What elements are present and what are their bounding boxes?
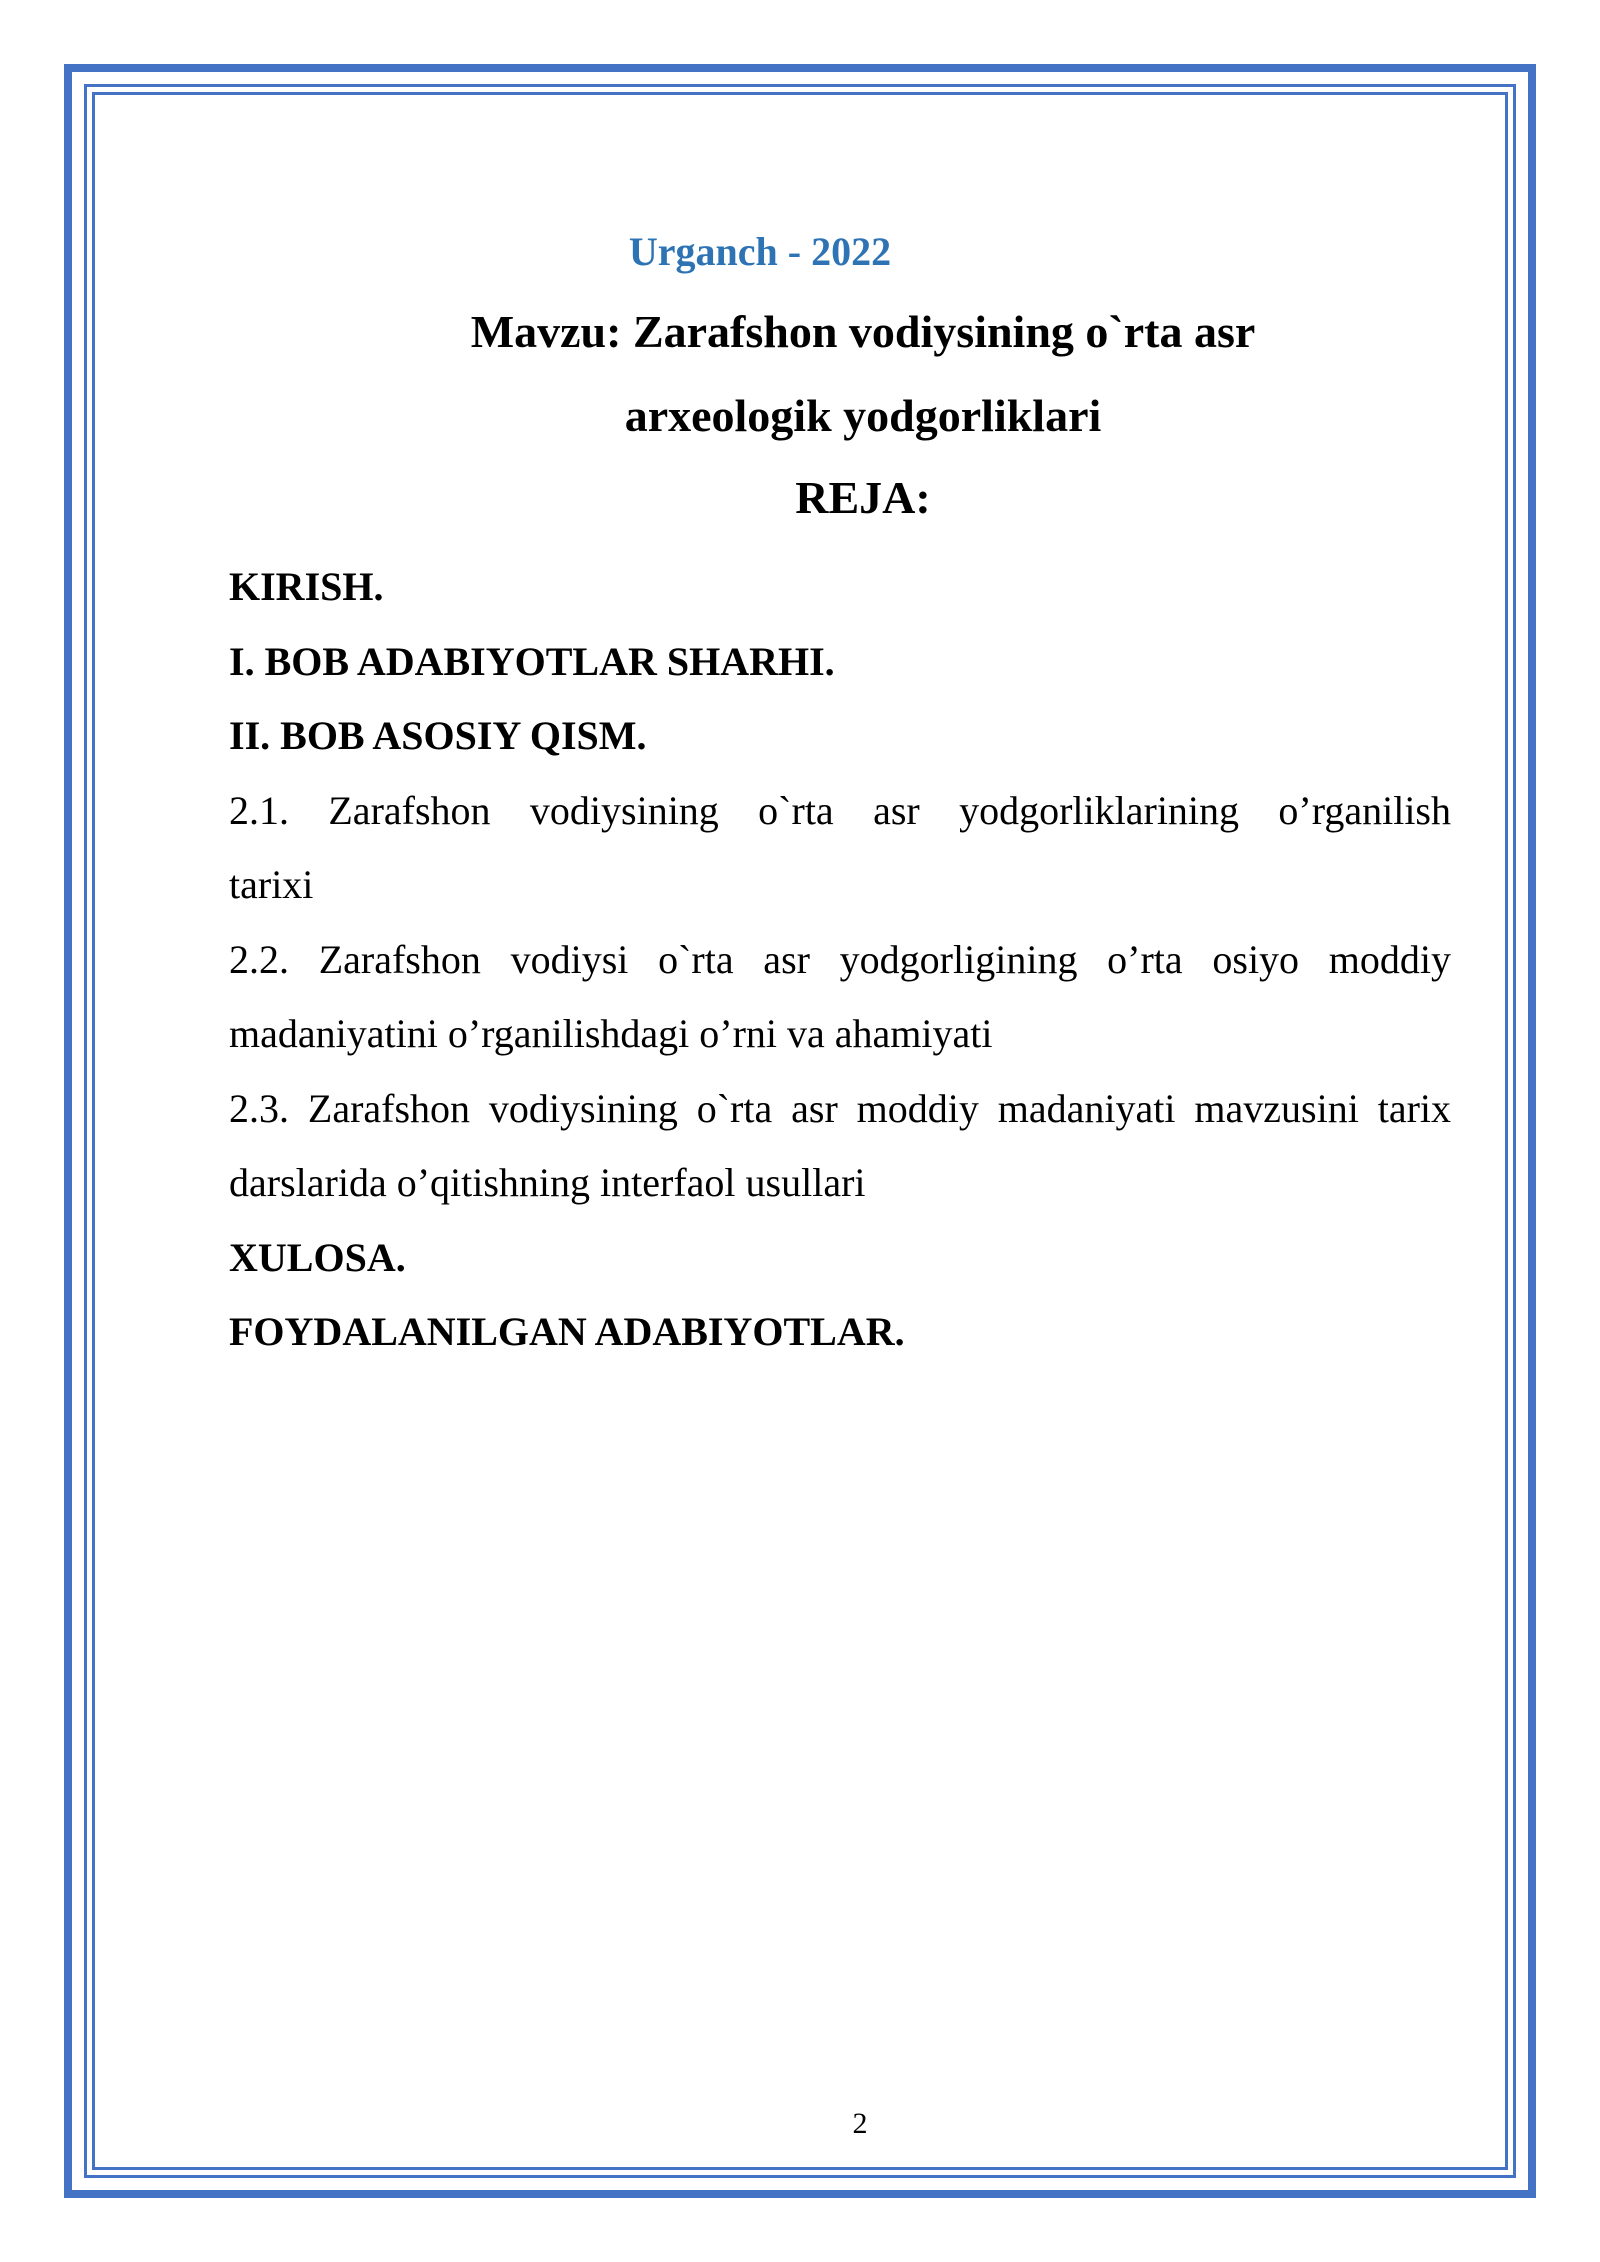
topic-title-line-2: arxeologik yodgorliklari: [624, 390, 1102, 441]
plan-item-2-1-line-1: 2.1. Zarafshon vodiysining o`rta asr yodgorliklarining o’rganilish: [229, 787, 1451, 833]
city-year-heading: Urganch - 2022: [628, 229, 892, 274]
page-number: 2: [852, 2107, 868, 2140]
plan-item-references: FOYDALANILGAN ADABIYOTLAR.: [229, 1309, 905, 1354]
plan-title: REJA:: [795, 472, 931, 523]
plan-list: [229, 550, 1451, 1370]
plan-item-2-1-line-2: tarixi: [229, 862, 314, 907]
plan-item-2-2-line-2: madaniyatini o’rganilishdagi o’rni va ahamiyati: [229, 1011, 993, 1056]
plan-item-2-2-line-1: 2.2. Zarafshon vodiysi o`rta asr yodgorligining o’rta osiyo moddiy: [229, 936, 1451, 982]
plan-item-2-3-line-1: 2.3. Zarafshon vodiysining o`rta asr moddiy madaniyati mavzusini tarix: [229, 1085, 1451, 1131]
plan-item-chapter-2: II. BOB ASOSIY QISM.: [229, 713, 647, 758]
plan-item-chapter-1: I. BOB ADABIYOTLAR SHARHI.: [229, 638, 835, 684]
plan-item-conclusion: XULOSA.: [229, 1234, 406, 1280]
plan-item-introduction: KIRISH.: [229, 564, 384, 609]
topic-title-line-1: Mavzu: Zarafshon vodiysining o`rta asr: [470, 306, 1256, 357]
plan-item-2-3-line-2: darslarida o’qitishning interfaol usullari: [229, 1160, 866, 1205]
